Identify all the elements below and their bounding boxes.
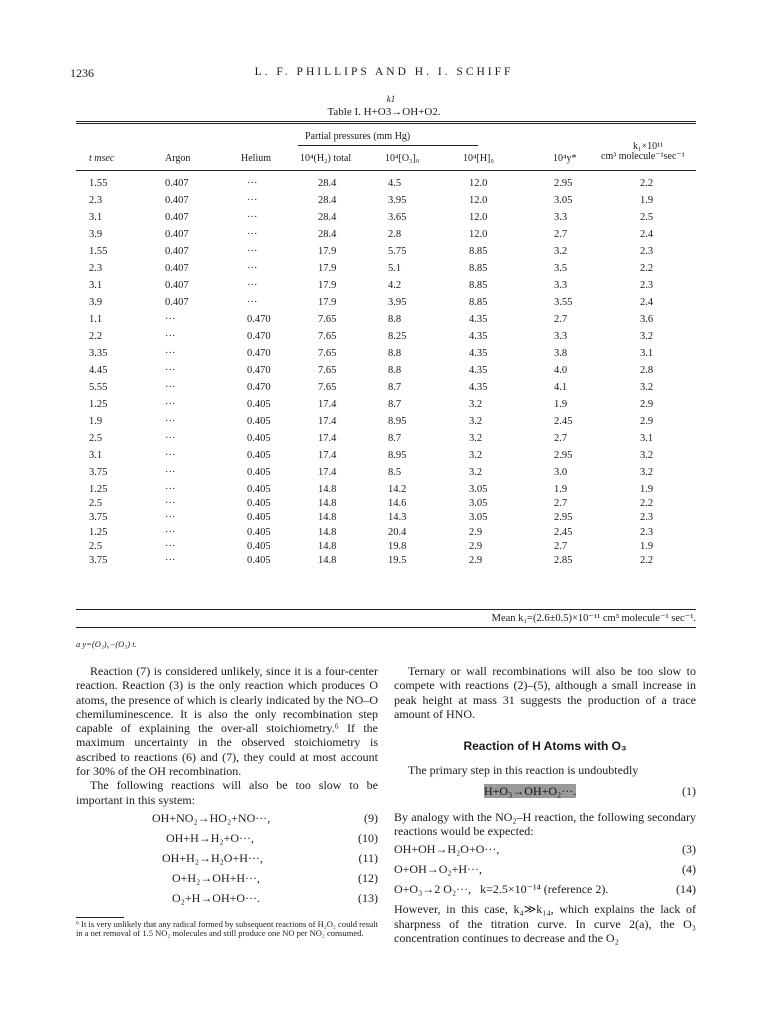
group-header-rule [298,145,478,146]
equation-number: (4) [682,862,696,877]
table-row [0,527,768,541]
table-cell: ··· [247,212,258,223]
table-cell: 14.6 [388,498,407,510]
equation-14 [394,882,696,902]
table-row [0,498,768,512]
table-cell: 2.5 [89,433,103,444]
table-cell: 14.2 [388,484,407,495]
left-equation-list [76,811,378,911]
table-cell: 0.470 [247,365,271,376]
table-cell: 0.470 [247,314,271,325]
table-cell: 3.2 [640,450,654,461]
table-cell: 1.55 [89,178,108,189]
equation-12 [152,871,378,891]
right-paragraph-3: By analogy with the NO₂–H reaction, the following secondary reactions would be expected: [394,809,696,839]
table-cell: 8.85 [469,246,488,257]
table-cell: 2.5 [89,498,103,510]
table-cell: 3.05 [554,195,573,206]
table-cell: 2.9 [469,554,483,566]
table-cell: 3.9 [89,297,103,308]
equation-10 [152,831,378,851]
table-cell: 0.407 [165,178,189,189]
table-cell: 4.35 [469,365,488,376]
table-cell: 2.8 [388,229,402,240]
k-header-line2: cm³ molecule⁻¹sec⁻¹ [601,151,685,162]
header-h: 10⁴[H]₀ [463,153,494,164]
equation-expression: O+H₂→OH+H···, [172,870,261,885]
table-cell: 1.9 [640,484,654,495]
table-cell: ··· [165,433,176,444]
equation-expression: O+O₃→2 O₂···, k=2.5×10⁻¹⁴ (reference 2). [394,882,609,897]
equation-3 [394,842,696,862]
table-cell: 12.0 [469,195,488,206]
table-row [0,314,768,331]
table-cell: ··· [247,280,258,291]
table-row [0,297,768,314]
table-cell: 2.3 [640,512,654,524]
table-cell: 2.5 [89,540,103,552]
table-cell: 14.8 [318,484,337,495]
caption-text: Table I. H+O3→OH+O2. [327,106,441,118]
table-cell: 0.470 [247,331,271,342]
table-row [0,263,768,280]
table-cell: 19.5 [388,554,407,566]
header-y: 10⁴y* [553,153,577,164]
table-cell: 8.8 [388,348,402,359]
table-cell: 0.405 [247,512,271,524]
mean-rule [76,627,696,628]
header-o3: 10⁴[O₃]₀ [385,153,420,164]
table-cell: ··· [165,484,176,495]
table-cell: 3.2 [554,246,568,257]
table-cell: 0.407 [165,297,189,308]
right-paragraph-1: Ternary or wall recombinations will also be too slow to compete with reactions (2)–(5), although a small increase in peak height at mass 31 suggests the production of a trace amount of HNO. [394,664,696,721]
table-cell: 7.65 [318,314,337,325]
table-cell: 3.1 [640,433,654,444]
table-row [0,541,768,555]
running-head [70,66,698,82]
table-row [0,348,768,365]
table-footnote: a y=(O₃)₀−(O₃) t. [76,639,137,649]
table-row [0,399,768,416]
table-row [0,365,768,382]
table-cell: 17.9 [318,263,337,274]
table-cell: ··· [165,512,176,524]
table-cell: 4.35 [469,382,488,393]
table-cell: 1.9 [640,540,654,552]
table-cell: 0.405 [247,526,271,538]
equation-13 [152,891,378,911]
table-cell: ··· [247,195,258,206]
table-cell: 1.9 [554,399,568,410]
equation-number: (1) [682,783,696,798]
table-cell: 2.2 [89,331,103,342]
table-row [0,467,768,484]
table-cell: 4.2 [388,280,402,291]
table-cell: ··· [165,314,176,325]
table-cell: 2.7 [554,314,568,325]
table-cell: 7.65 [318,348,337,359]
table-cell: 5.55 [89,382,108,393]
table-cell: 3.05 [469,498,488,510]
table-cell: 28.4 [318,195,337,206]
table-cell: 12.0 [469,212,488,223]
table-cell: 14.8 [318,540,337,552]
table-cell: 1.25 [89,399,108,410]
table-cell: ··· [165,399,176,410]
equation-expression [484,784,576,798]
table-cell: 12.0 [469,178,488,189]
right-text-column [394,664,696,945]
table-cell: 2.4 [640,229,654,240]
table-cell: 8.7 [388,433,402,444]
table-cell: 14.3 [388,512,407,524]
table-cell: 3.1 [89,280,103,291]
table-cell: 2.3 [640,246,654,257]
table-cell: 2.9 [640,416,654,427]
table-cell: 3.1 [89,450,103,461]
table-cell: 3.35 [89,348,108,359]
equation-9 [152,811,378,831]
table-cell: 1.1 [89,314,103,325]
table-cell: 4.35 [469,314,488,325]
table-cell: 3.3 [554,331,568,342]
equation-expression: O+OH→O₂+H···, [394,862,483,877]
equation-expression: OH+OH→H₂O+O···, [394,842,500,857]
partial-pressures-header: Partial pressures (mm Hg) [305,131,411,142]
table-cell: ··· [165,467,176,478]
table-cell: 14.8 [318,498,337,510]
table-row [0,450,768,467]
table-cell: 8.8 [388,314,402,325]
caption-rate-constant: k1 [386,94,396,104]
table-cell: 8.95 [388,416,407,427]
table-cell: 17.4 [318,467,337,478]
table-caption [0,93,768,119]
table-cell: 14.8 [318,526,337,538]
left-text-column [76,664,378,939]
table-row [0,280,768,297]
table-cell: 17.4 [318,416,337,427]
table-cell: 14.8 [318,512,337,524]
table-cell: 2.5 [640,212,654,223]
table-cell: 3.2 [640,331,654,342]
table-cell: 0.405 [247,399,271,410]
table-cell: 8.5 [388,467,402,478]
table-cell: 3.9 [89,229,103,240]
table-cell: 2.2 [640,178,654,189]
table-cell: 4.5 [388,178,402,189]
section-title: Reaction of H Atoms with O₃ [463,739,627,754]
header-argon: Argon [165,153,191,164]
table-cell: 2.4 [640,297,654,308]
table-cell: 1.9 [640,195,654,206]
table-cell: ··· [247,246,258,257]
equation-number: (14) [676,882,696,897]
table-cell: 4.35 [469,348,488,359]
right-paragraph-4: However, in this case, k₄≫k₁₄, which explains the lack of sharpness of the titration curve. In curve 2(a), the O₃ concentration continues to decrease and the O₂ [394,902,696,945]
table-cell: 2.7 [554,540,568,552]
table-cell: 20.4 [388,526,407,538]
table-cell: 17.4 [318,399,337,410]
table-cell: 0.405 [247,498,271,510]
table-cell: 3.1 [640,348,654,359]
table-cell: 1.25 [89,484,108,495]
table-cell: 0.405 [247,540,271,552]
table-cell: 8.7 [388,399,402,410]
table-cell: 8.25 [388,331,407,342]
table-cell: ··· [165,416,176,427]
equation-number: (10) [358,830,378,845]
table-cell: ··· [247,229,258,240]
table-cell: 0.405 [247,416,271,427]
header-bottom-rule [76,170,696,171]
table-cell: 2.9 [469,540,483,552]
highlighted-reaction: H+O₃→OH+O₂···. [484,783,577,798]
table-cell: 4.1 [554,382,568,393]
table-cell: 8.7 [388,382,402,393]
table-cell: 0.405 [247,433,271,444]
table-cell: 7.65 [318,382,337,393]
table-cell: 0.405 [247,554,271,566]
table-cell: 28.4 [318,229,337,240]
table-cell: 3.2 [469,416,483,427]
table-cell: 0.407 [165,246,189,257]
equation-1 [394,784,696,804]
table-cell: 3.75 [89,554,108,566]
footnote-rule [76,917,124,918]
equation-number: (3) [682,842,696,857]
table-cell: 2.7 [554,498,568,510]
table-cell: 14.8 [318,554,337,566]
table-row [0,331,768,348]
left-footnote: ⁶ It is very unlikely that any radical formed by subsequent reactions of H₂O₂ could result in a net removal of 1.5 NO₂ molecules and still produce one NO per NO₂ consumed. [76,918,378,939]
table-cell: 7.65 [318,365,337,376]
table-cell: ··· [247,297,258,308]
table-cell: 17.4 [318,433,337,444]
equation-expression: OH+H→H₂+O···, [166,830,255,845]
table-cell: 5.1 [388,263,402,274]
mean-k1-value: Mean k₁=(2.6±0.5)×10⁻¹¹ cm³ molecule⁻¹ sec⁻¹. [491,613,696,624]
table-cell: 3.8 [554,348,568,359]
table-cell: 0.405 [247,450,271,461]
table-cell: 3.05 [469,484,488,495]
table-cell: 8.85 [469,297,488,308]
table-cell: 3.75 [89,512,108,524]
table-cell: 7.65 [318,331,337,342]
table-cell: 0.470 [247,348,271,359]
table-cell: 3.3 [554,280,568,291]
equation-expression: OH+H₂→H₂O+H···, [162,850,263,865]
table-cell: 3.65 [388,212,407,223]
table-cell: 8.85 [469,263,488,274]
table-cell: 2.3 [89,263,103,274]
table-row [0,484,768,498]
table-cell: 17.9 [318,280,337,291]
table-cell: 2.95 [554,450,573,461]
table-cell: 3.05 [469,512,488,524]
table-row [0,195,768,212]
table-cell: 0.407 [165,195,189,206]
equation-number: (13) [358,890,378,905]
header-t-msec: t msec [89,153,115,164]
table-cell: 2.85 [554,554,573,566]
equation-expression: O₂+H→OH+O···. [172,890,261,905]
table-cell: 3.95 [388,195,407,206]
table-cell: 3.6 [640,314,654,325]
equation-4 [394,862,696,882]
table-row [0,433,768,450]
table-row [0,512,768,526]
table-cell: 3.0 [554,467,568,478]
table-cell: ··· [165,526,176,538]
equation-number: (12) [358,870,378,885]
table-cell: 1.55 [89,246,108,257]
table-cell: 2.95 [554,512,573,524]
table-top-rule [76,121,696,122]
table-cell: 2.7 [554,229,568,240]
table-cell: 2.7 [554,433,568,444]
table-cell: 3.3 [554,212,568,223]
table-cell: 3.75 [89,467,108,478]
table-cell: 28.4 [318,178,337,189]
right-paragraph-2: The primary step in this reaction is undoubtedly [408,763,639,778]
table-cell: 2.3 [640,280,654,291]
table-cell: 0.407 [165,229,189,240]
table-cell: 12.0 [469,229,488,240]
header-h2-total: 10⁴(H₂) total [300,153,352,164]
table-cell: ··· [247,178,258,189]
table-cell: 3.2 [469,433,483,444]
table-cell: 3.55 [554,297,573,308]
table-row [0,416,768,433]
table-body [0,178,768,569]
right-equation-list [394,842,696,902]
table-cell: 0.407 [165,280,189,291]
table-cell: 3.1 [89,212,103,223]
table-cell: 0.470 [247,382,271,393]
table-cell: 1.9 [554,484,568,495]
table-cell: 8.85 [469,280,488,291]
table-cell: 2.9 [469,526,483,538]
table-cell: 3.2 [469,399,483,410]
equation-11 [152,851,378,871]
table-cell: 8.8 [388,365,402,376]
table-cell: 0.405 [247,484,271,495]
equation-number: (9) [364,810,378,825]
table-cell: 17.9 [318,297,337,308]
table-cell: 3.5 [554,263,568,274]
table-cell: 4.45 [89,365,108,376]
table-cell: 2.2 [640,554,654,566]
table-cell: 19.8 [388,540,407,552]
table-cell: 2.95 [554,178,573,189]
table-cell: 2.3 [89,195,103,206]
table-cell: 2.8 [640,365,654,376]
header-helium: Helium [241,153,271,164]
table-bottom-rule [76,609,696,610]
table-cell: 3.95 [388,297,407,308]
table-cell: 17.9 [318,246,337,257]
table-cell: 1.9 [89,416,103,427]
table-cell: 5.75 [388,246,407,257]
table-cell: 3.2 [640,382,654,393]
table-row [0,246,768,263]
table-cell: 2.3 [640,526,654,538]
table-cell: ··· [165,331,176,342]
table-cell: 0.407 [165,212,189,223]
table-cell: 3.2 [469,467,483,478]
equation-expression: OH+NO₂→HO₂+NO···, [152,810,271,825]
table-cell: 17.4 [318,450,337,461]
table-cell: ··· [247,263,258,274]
table-cell: 2.45 [554,526,573,538]
table-cell: 1.25 [89,526,108,538]
table-cell: ··· [165,540,176,552]
left-paragraph-1: Reaction (7) is considered unlikely, since it is a four-center reaction. Reaction (3) is the only reaction which produces O atoms, the presence of which is clearly indicated by the NO–O chemiluminescence. It is also the only recombination step capable of explaining the over-all stoichiometry.⁶ If the maximum uncertainty in the observed stoichiometry is ascribed to reactions (6) and (7), they could at most account for 30% of the OH recombination. [76,664,378,779]
k-header-line1: k₁×10¹¹ [633,141,664,152]
table-cell: ··· [165,348,176,359]
table-cell: 4.35 [469,331,488,342]
table-cell: 2.2 [640,498,654,510]
table-cell: 0.405 [247,467,271,478]
table-cell: ··· [165,450,176,461]
table-cell: ··· [165,498,176,510]
table-cell: ··· [165,382,176,393]
running-head-authors: L. F. PHILLIPS AND H. I. SCHIFF [254,66,514,78]
table-cell: 0.407 [165,263,189,274]
table-row [0,229,768,246]
table-cell: 4.0 [554,365,568,376]
table-cell: 2.9 [640,399,654,410]
equation-number: (11) [358,850,378,865]
table-cell: 2.2 [640,263,654,274]
left-paragraph-2: The following reactions will also be too slow to be important in this system: [76,778,378,807]
table-cell: 2.45 [554,416,573,427]
page-number: 1236 [70,66,94,80]
table-row [0,212,768,229]
table-cell: 28.4 [318,212,337,223]
table-row [0,178,768,195]
table-row [0,555,768,569]
table-cell: 8.95 [388,450,407,461]
table-cell: 3.2 [640,467,654,478]
table-cell: ··· [165,554,176,566]
table-row [0,382,768,399]
table-cell: ··· [165,365,176,376]
table-top-rule-double [76,123,696,124]
table-cell: 3.2 [469,450,483,461]
